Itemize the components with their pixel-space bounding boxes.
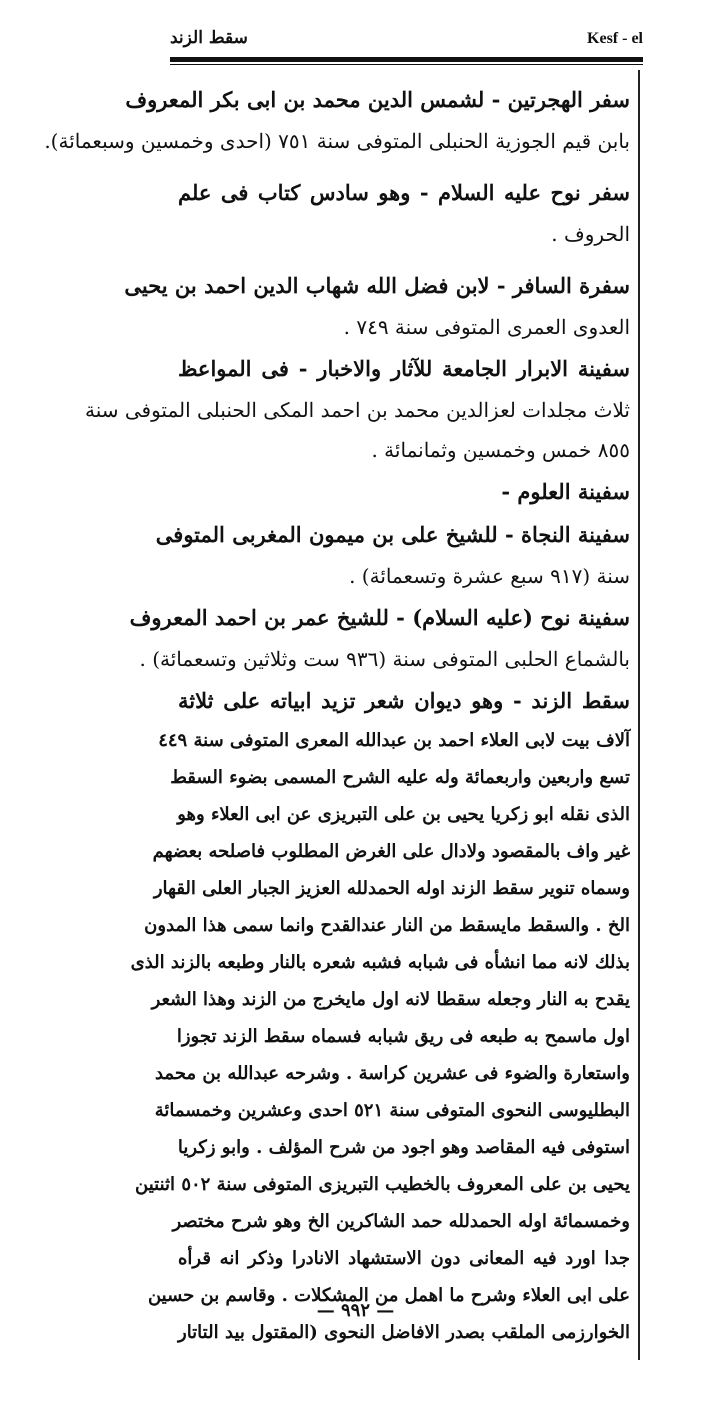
body-line: وسماه تنوير سقط الزند اوله الحمدلله العزيز الجبار العلى القهار xyxy=(153,878,630,899)
entry-line: ثلاث مجلدات لعزالدين محمد بن احمد المكى الحنبلى المتوفى سنة xyxy=(84,398,630,422)
body-line: الخ . والسقط مايسقط من النار عندالقدح وانما سمى هذا المدون xyxy=(144,915,630,936)
body-line: يقدح به النار وجعله سقطا لانه اول مايخرج من الزند وهذا الشعر xyxy=(151,989,630,1010)
text-column xyxy=(44,78,630,1351)
entry-line: بابن قيم الجوزية الحنبلى المتوفى سنة ٧٥١ (احدى وخمسين وسبعمائة). xyxy=(44,129,630,153)
entry-safinat-al-najat xyxy=(155,513,630,596)
running-title: سقط الزند xyxy=(170,28,248,48)
entry-safinat-nuh xyxy=(129,596,630,679)
header-rule-thin xyxy=(170,64,643,65)
entry-line: سفينة الابرار الجامعة للآثار والاخبار - فى المواعظ xyxy=(178,356,630,381)
page-number: — ٩٩٢ — xyxy=(316,1300,395,1321)
body-line: غير واف بالمقصود ولادال على الغرض المطلوب فاصلحه بعضهم xyxy=(152,841,630,862)
entry-body xyxy=(130,722,630,1351)
entry-line: سفينة نوح (عليه السلام) - للشيخ عمر بن احمد المعروف xyxy=(129,605,630,630)
entry-safar-al-hijratayn xyxy=(44,78,630,161)
body-line: الخوارزمى الملقب بصدر الافاضل النحوى (المقتول بيد التاتار xyxy=(178,1322,630,1343)
entry-line: ٨٥٥ خمس وخمسين وثمانمائة . xyxy=(371,438,630,462)
entry-line: سفينة العلوم - xyxy=(501,479,630,504)
body-line: آلاف بيت لابى العلاء احمد بن عبدالله المعرى المتوفى سنة ٤٤٩ xyxy=(158,730,630,751)
body-line: تسع واربعين واربعمائة وله عليه الشرح المسمى بضوء السقط xyxy=(170,767,630,788)
body-line: بذلك لانه مما انشأه فى شبابه فشبه شعره بالنار وطبعه بالزند الذى xyxy=(130,952,630,973)
entry-line: العدوى العمرى المتوفى سنة ٧٤٩ . xyxy=(343,315,630,339)
entry-line: الحروف . xyxy=(551,222,630,246)
entry-safrat-al-safir xyxy=(124,264,630,347)
entry-safinat-al-abrar xyxy=(84,347,630,470)
body-line: وخمسمائة اوله الحمدلله حمد الشاكرين الخ وهو شرح مختصر xyxy=(172,1211,630,1232)
body-line: واستعارة والضوء فى عشرين كراسة . وشرحه عبدالله بن محمد xyxy=(154,1063,630,1084)
entry-line: سنة (٩١٧ سبع عشرة وتسعمائة) . xyxy=(349,564,630,588)
body-line: الذى نقله ابو زكريا يحيى بن على التبريزى عن ابى العلاء وهو xyxy=(177,804,630,825)
entry-line: سفينة النجاة - للشيخ على بن ميمون المغربى المتوفى xyxy=(155,522,630,547)
body-line: يحيى بن على المعروف بالخطيب التبريزى المتوفى سنة ٥٠٢ اثنتين xyxy=(135,1174,630,1195)
header-rule-thick xyxy=(170,57,643,62)
body-line: استوفى فيه المقاصد وهو اجود من شرح المؤلف . وابو زكريا xyxy=(177,1137,630,1158)
entry-line: بالشماع الحلبى المتوفى سنة (٩٣٦ ست وثلاثين وتسعمائة) . xyxy=(139,647,630,671)
body-line: البطليوسى النحوى المتوفى سنة ٥٢١ احدى وعشرين وخمسمائة xyxy=(154,1100,630,1121)
entry-line: سفرة السافر - لابن فضل الله شهاب الدين احمد بن يحيى xyxy=(124,273,630,298)
entry-line: سقط الزند - وهو ديوان شعر تزيد ابياته على ثلاثة xyxy=(178,688,630,713)
entry-safar-nuh xyxy=(178,171,630,254)
running-code: Kesf - el xyxy=(587,30,643,47)
entry-line: سفر نوح عليه السلام - وهو سادس كتاب فى علم xyxy=(178,180,630,205)
entry-safinat-al-ulum xyxy=(178,470,630,513)
body-line: اول ماسمح به طبعه فى ريق شبابه فسماه سقط الزند تجوزا xyxy=(176,1026,630,1047)
entry-line: سفر الهجرتين - لشمس الدين محمد بن ابى بكر المعروف xyxy=(125,87,630,112)
body-line: جدا اورد فيه المعانى دون الاستشهاد الانادرا وذكر انه قرأه xyxy=(178,1248,630,1269)
running-header xyxy=(170,28,643,56)
margin-rule xyxy=(638,70,640,1360)
body-line: على ابى العلاء وشرح ما اهمل من المشكلات . وقاسم بن حسين xyxy=(147,1285,630,1306)
entry-saqt-al-zand xyxy=(130,679,630,1351)
